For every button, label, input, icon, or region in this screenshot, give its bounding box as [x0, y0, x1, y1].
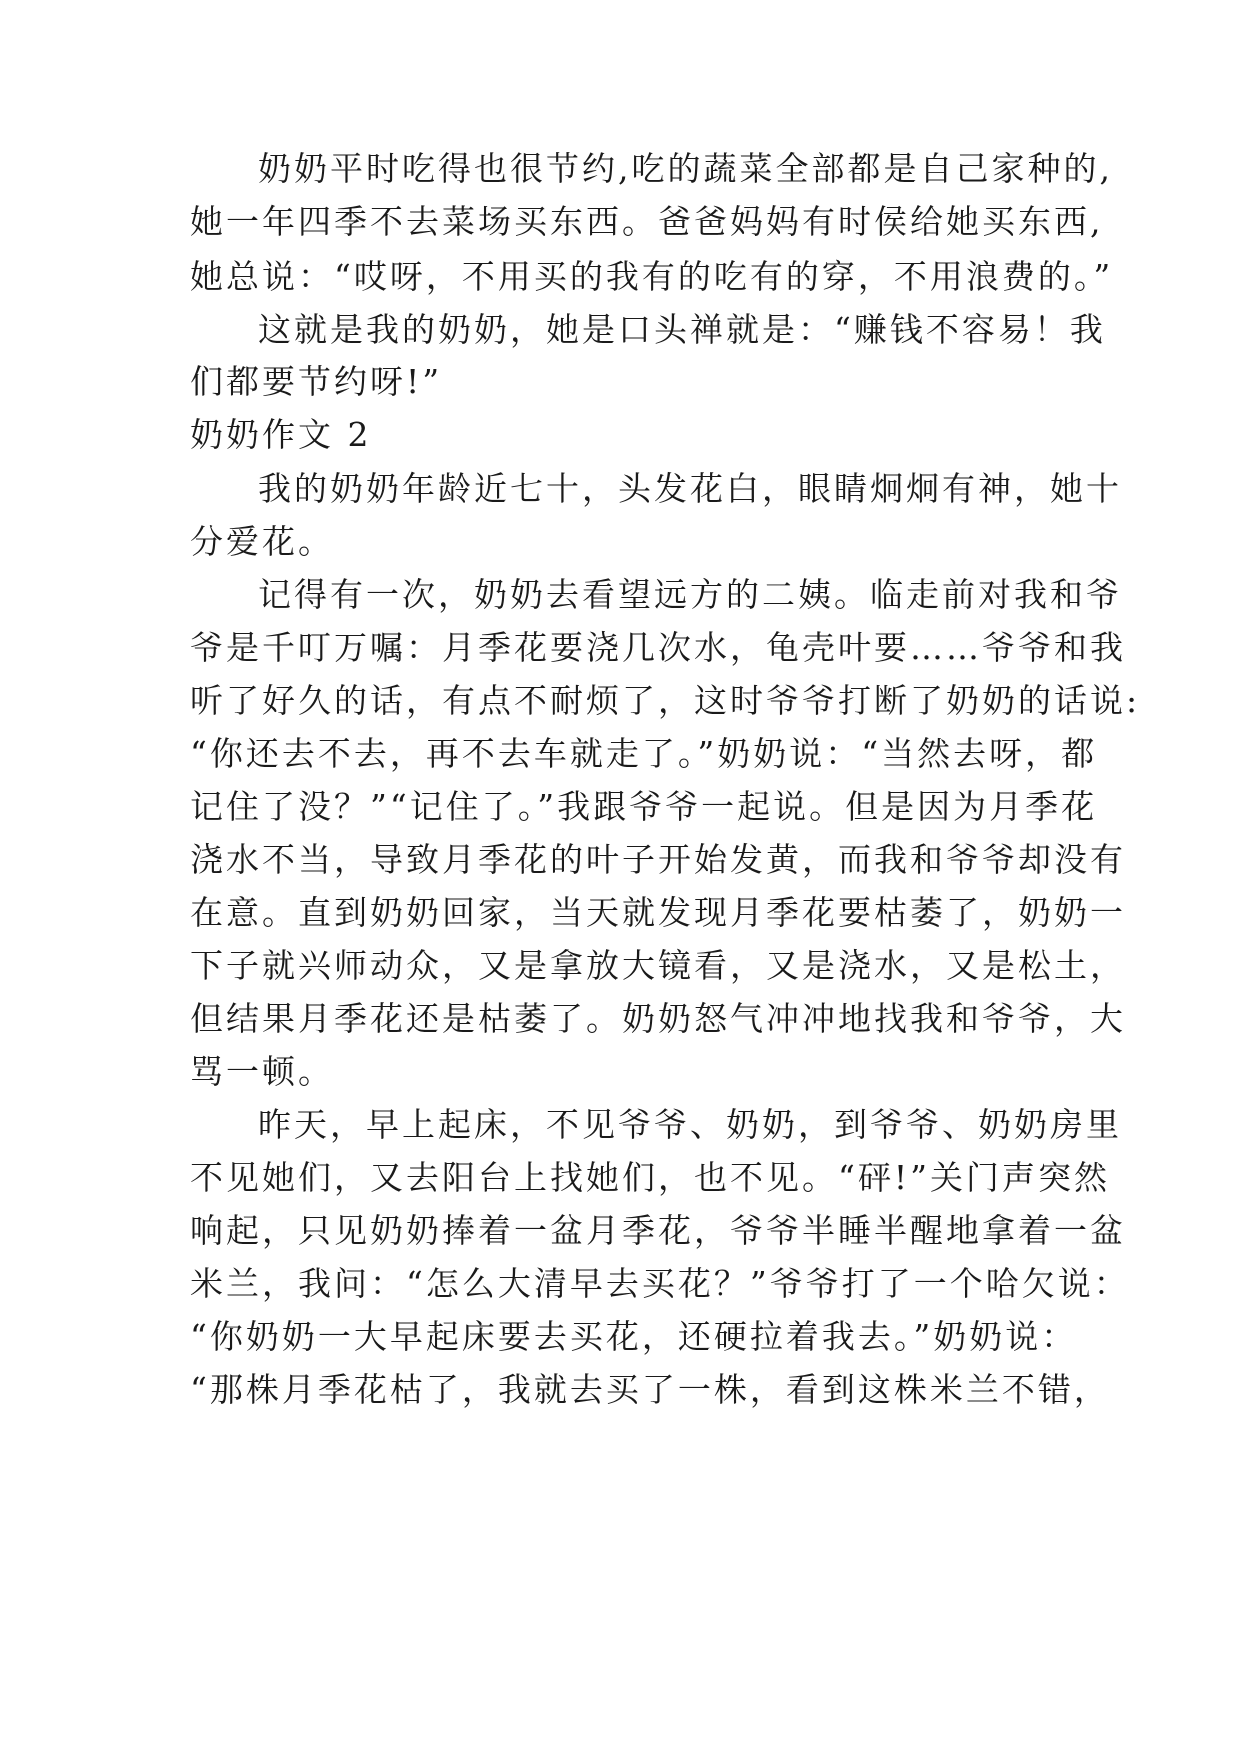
paragraph-line: 昨天，早上起床，不见爷爷、奶奶，到爷爷、奶奶房里	[258, 1105, 1122, 1144]
paragraph-line: 但结果月季花还是枯萎了。奶奶怒气冲冲地找我和爷爷，大	[190, 999, 1126, 1038]
paragraph-line: 这就是我的奶奶，她是口头禅就是：“赚钱不容易！我	[258, 310, 1106, 349]
paragraph-line: 爷是千叮万嘱：月季花要浇几次水，龟壳叶要……爷爷和我	[190, 628, 1126, 667]
paragraph-line: “那株月季花枯了，我就去买了一株，看到这株米兰不错，	[190, 1370, 1110, 1409]
paragraph-line: 记得有一次，奶奶去看望远方的二姨。临走前对我和爷	[258, 575, 1122, 614]
paragraph-line: 分爱花。	[190, 522, 334, 561]
paragraph-line: “你奶奶一大早起床要去买花，还硬拉着我去。”奶奶说：	[190, 1317, 1078, 1356]
paragraph-line: 她一年四季不去菜场买东西。爸爸妈妈有时侯给她买东西,	[190, 202, 1104, 241]
paragraph-line: 骂一顿。	[190, 1052, 334, 1091]
paragraph-line: 记住了没？”“记住了。”我跟爷爷一起说。但是因为月季花	[190, 787, 1098, 826]
paragraph-line: 奶奶平时吃得也很节约,吃的蔬菜全部都是自己家种的,	[258, 149, 1113, 188]
paragraph-line: 听了好久的话，有点不耐烦了，这时爷爷打断了奶奶的话说:	[190, 681, 1141, 720]
paragraph-line: 不见她们，又去阳台上找她们，也不见。“砰!”关门声突然	[190, 1158, 1111, 1197]
paragraph-line: 她总说：“哎呀，不用买的我有的吃有的穿，不用浪费的。”	[190, 257, 1114, 296]
paragraph-line: 下子就兴师动众，又是拿放大镜看，又是浇水，又是松土，	[190, 946, 1126, 985]
paragraph-line: 响起，只见奶奶捧着一盆月季花，爷爷半睡半醒地拿着一盆	[190, 1211, 1126, 1250]
paragraph-line: 我的奶奶年龄近七十，头发花白，眼睛炯炯有神，她十	[258, 469, 1122, 508]
paragraph-line: 浇水不当，导致月季花的叶子开始发黄，而我和爷爷却没有	[190, 840, 1126, 879]
section-heading: 奶奶作文 2	[190, 415, 372, 454]
paragraph-line: “你还去不去，再不去车就走了。”奶奶说：“当然去呀，都	[190, 734, 1098, 773]
paragraph-line: 米兰，我问：“怎么大清早去买花？”爷爷打了一个哈欠说：	[190, 1264, 1130, 1303]
paragraph-line: 在意。直到奶奶回家，当天就发现月季花要枯萎了，奶奶一	[190, 893, 1126, 932]
paragraph-line: 们都要节约呀!”	[190, 362, 443, 401]
